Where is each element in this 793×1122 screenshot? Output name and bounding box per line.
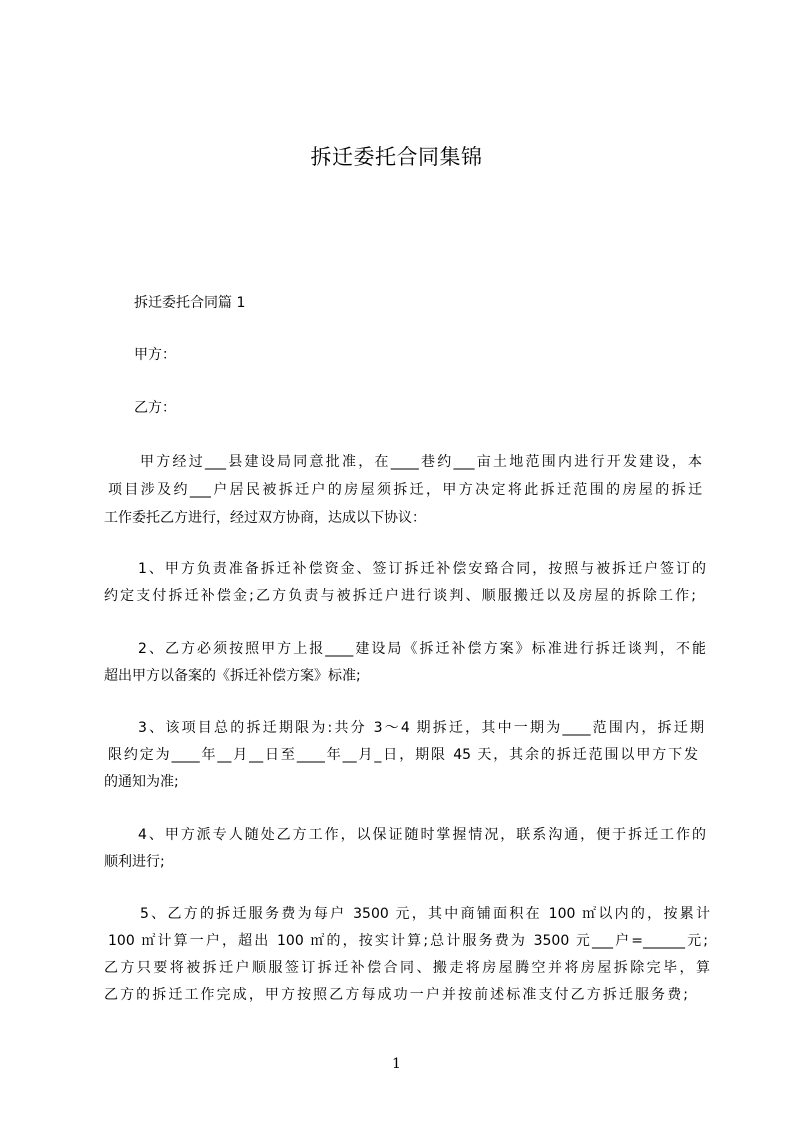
paragraph-line: 限约定为____年__月__日至____年__月_日，期限 45 天，其余的拆迁范围以甲方下发 <box>108 747 698 763</box>
paragraph-line: 甲方经过___县建设局同意批准，在____巷约___亩土地范围内进行开发建设，本 <box>140 454 702 470</box>
paragraph-line: 项目涉及约___户居民被拆迁户的房屋须拆迁，甲方决定将此拆迁范围的房屋的拆迁 <box>108 482 702 498</box>
party-b-label: 乙方： <box>134 400 176 416</box>
paragraph-line: 5、乙方的拆迁服务费为每户 3500 元，其中商铺面积在 100 ㎡以内的，按累计 <box>140 906 710 922</box>
page-number: 1 <box>392 1056 401 1072</box>
paragraph-line: 4、甲方派专人随处乙方工作，以保证随时掌握情况，联系沟通，便于拆迁工作的 <box>138 827 706 843</box>
paragraph-line: 约定支付拆迁补偿金;乙方负责与被拆迁户进行谈判、顺服搬迁以及房屋的拆除工作; <box>104 588 696 604</box>
paragraph-line: 2、乙方必须按照甲方上报____建设局《拆迁补偿方案》标准进行拆迁谈判，不能 <box>138 641 706 657</box>
paragraph-line: 3、该项目总的拆迁期限为:共分 3～4 期拆迁，其中一期为____范围内，拆迁期 <box>138 720 704 736</box>
paragraph-line: 乙方只要将被拆迁户顺服签订拆迁补偿合同、搬走将房屋腾空并将房屋拆除完毕，算 <box>104 960 710 976</box>
paragraph-line: 超出甲方以备案的《拆迁补偿方案》标准; <box>104 668 361 684</box>
section-heading: 拆迁委托合同篇 1 <box>134 295 246 311</box>
paragraph-line: 工作委托乙方进行，经过双方协商，达成以下协议： <box>104 510 426 526</box>
paragraph-line: 1、甲方负责准备拆迁补偿资金、签订拆迁补偿安臵合同，按照与被拆迁户签订的 <box>138 561 706 577</box>
paragraph-line: 的通知为准; <box>104 774 179 790</box>
paragraph-line: 100 ㎡计算一户，超出 100 ㎡的，按实计算;总计服务费为 3500 元___户=______元; <box>108 933 708 949</box>
party-a-label: 甲方： <box>134 347 176 363</box>
document-title: 拆迁委托合同集锦 <box>310 145 483 169</box>
paragraph-line: 乙方的拆迁工作完成，甲方按照乙方每成功一户并按前述标准支付乙方拆迁服务费; <box>104 987 688 1003</box>
paragraph-line: 顺利进行; <box>104 854 165 870</box>
